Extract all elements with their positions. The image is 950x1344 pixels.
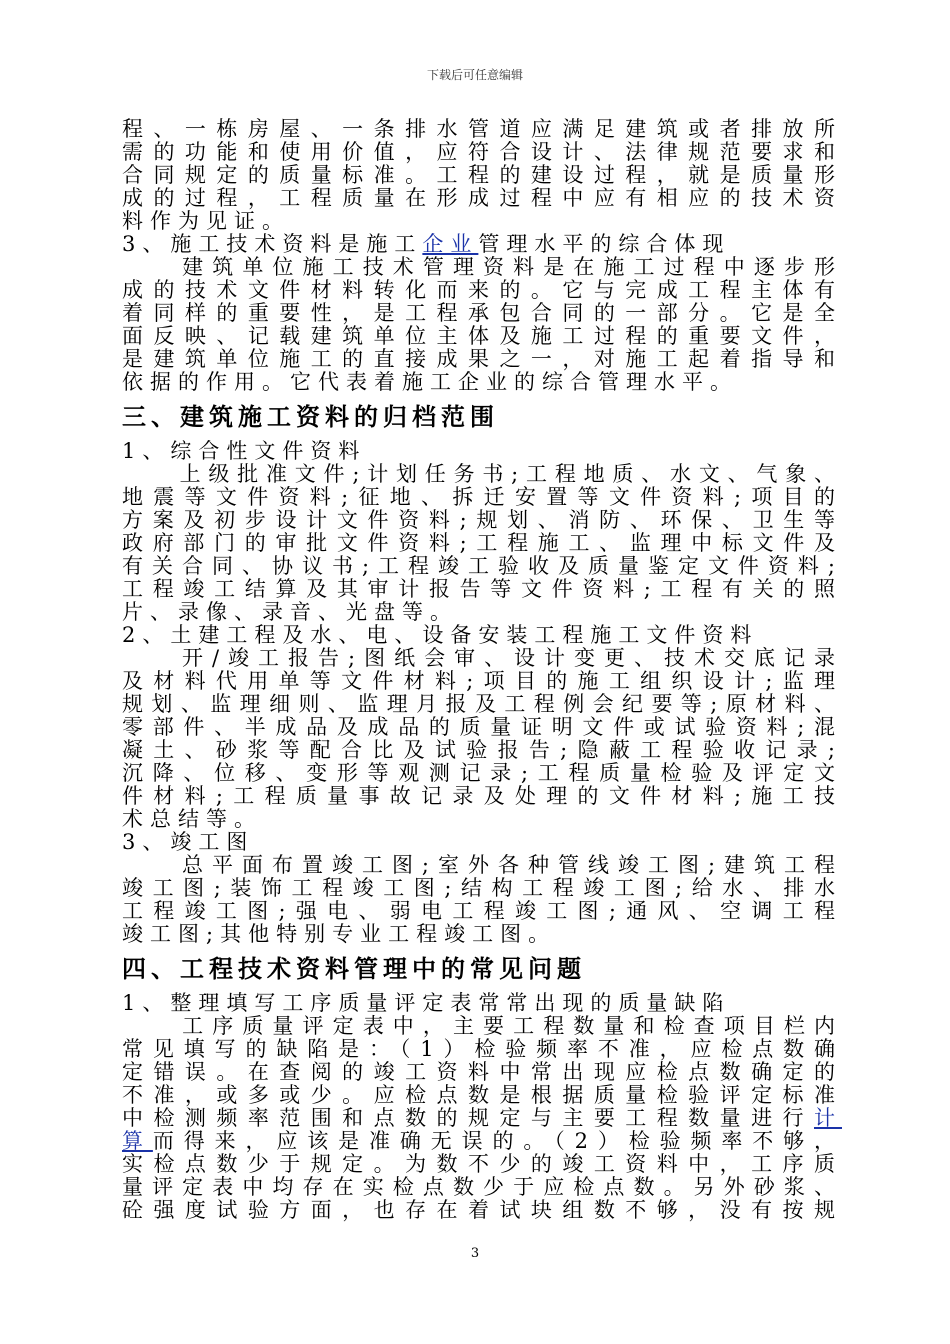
text-line	[122, 325, 842, 348]
text-segment: 术总结等。	[122, 807, 262, 831]
text-segment: 规划、监理细则、监理月报及工程例会纪要等;原材料、	[122, 692, 842, 716]
text-segment: 需的功能和使用价值，应符合设计、法律规范要求和	[122, 140, 842, 164]
text-segment: 零部件、半成品及成品的质量证明文件或试验资料;混	[122, 715, 842, 739]
document-body	[122, 118, 842, 1222]
text-line	[122, 279, 842, 302]
text-line	[122, 486, 842, 509]
text-segment: 中检测频率范围和点数的规定与主要工程数量进行	[122, 1106, 814, 1130]
text-line	[122, 1015, 842, 1038]
text-segment: 件材料;工程质量事故记录及处理的文件材料;施工技	[122, 784, 842, 808]
text-segment: 3、竣工图	[122, 830, 255, 854]
text-segment: 沉降、位移、变形等观测记录;工程质量检验及评定文	[122, 761, 842, 785]
hyperlink[interactable]: 计	[814, 1106, 842, 1130]
text-line	[122, 164, 842, 187]
text-line	[122, 1199, 842, 1222]
text-line	[122, 693, 842, 716]
text-segment: 程、一栋房屋、一条排水管道应满足建筑或者排放所	[122, 117, 842, 141]
text-line	[122, 233, 842, 256]
text-segment: 开/竣工报告;图纸会审、设计变更、技术交底记录	[122, 646, 842, 670]
text-segment: 凝土、砂浆等配合比及试验报告;隐蔽工程验收记录;	[122, 738, 842, 762]
text-line	[122, 877, 842, 900]
text-segment: 方案及初步设计文件资料;规划、消防、环保、卫生等	[122, 508, 842, 532]
text-segment: 2、土建工程及水、电、设备安装工程施工文件资料	[122, 623, 759, 647]
text-segment: 地震等文件资料;征地、拆迁安置等文件资料;项目的	[122, 485, 842, 509]
text-segment: 总平面布置竣工图;室外各种管线竣工图;建筑工程	[122, 853, 842, 877]
text-line	[122, 992, 842, 1015]
text-segment: 竣工图;其他特别专业工程竣工图。	[122, 922, 557, 946]
text-line	[122, 624, 842, 647]
text-segment: 竣工图;装饰工程竣工图;结构工程竣工图;给水、排水	[122, 876, 842, 900]
text-segment: 成的过程，工程质量在形成过程中应有相应的技术资	[122, 186, 842, 210]
text-segment: 上级批准文件;计划任务书;工程地质、水文、气象、	[122, 462, 842, 486]
text-line	[122, 118, 842, 141]
text-segment: 合同规定的质量标准。工程的建设过程，就是质量形	[122, 163, 842, 187]
text-line	[122, 463, 842, 486]
text-segment: 面反映、记载建筑单位主体及施工过程的重要文件，	[122, 324, 842, 348]
text-line	[122, 210, 842, 233]
text-line	[122, 647, 842, 670]
text-line	[122, 532, 842, 555]
text-segment: 是建筑单位施工的直接成果之一，对施工起着指导和	[122, 347, 842, 371]
text-segment: 3、施工技术资料是施工	[122, 232, 423, 256]
text-line	[122, 1153, 842, 1176]
text-segment: 依据的作用。它代表着施工企业的综合管理水平。	[122, 370, 738, 394]
text-line	[122, 1061, 842, 1084]
text-segment: 工程竣工结算及其审计报告等文件资料;工程有关的照	[122, 577, 842, 601]
text-line	[122, 762, 842, 785]
text-segment: 三、建筑施工资料的归档范围	[122, 402, 499, 431]
text-segment: 着同样的重要性，是工程承包合同的一部分。它是全	[122, 301, 842, 325]
section-heading	[122, 394, 842, 440]
text-line	[122, 739, 842, 762]
section-heading	[122, 946, 842, 992]
text-segment: 定错误。在查阅的竣工资料中常出现应检点数确定的	[122, 1060, 842, 1084]
text-line	[122, 831, 842, 854]
text-segment: 管理水平的综合体现	[478, 232, 731, 256]
text-segment: 政府部门的审批文件资料;工程施工、监理中标文件及	[122, 531, 842, 555]
text-line	[122, 187, 842, 210]
text-segment: 片、录像、录音、光盘等。	[122, 600, 458, 624]
text-line	[122, 716, 842, 739]
text-segment: 而得来，应该是准确无误的。（2）检验频率不够，	[152, 1129, 843, 1153]
text-segment: 四、工程技术资料管理中的常见问题	[122, 954, 586, 983]
text-line	[122, 1084, 842, 1107]
text-segment: 工程竣工图;强电、弱电工程竣工图;通风、空调工程	[122, 899, 842, 923]
text-segment: 1、综合性文件资料	[122, 439, 367, 463]
text-segment: 不准，或多或少。应检点数是根据质量检验评定标准	[122, 1083, 842, 1107]
text-segment: 砼强度试验方面，也存在着试块组数不够，没有按规	[122, 1198, 842, 1222]
text-line	[122, 785, 842, 808]
text-segment: 料作为见证。	[122, 209, 290, 233]
text-segment: 常见填写的缺陷是：（1）检验频率不准，应检点数确	[122, 1037, 842, 1061]
text-line	[122, 601, 842, 624]
text-line	[122, 302, 842, 325]
text-line	[122, 854, 842, 877]
text-line	[122, 808, 842, 831]
text-segment: 成的技术文件材料转化而来的。它与完成工程主体有	[122, 278, 842, 302]
text-segment: 量评定表中均存在实检点数少于应检点数。另外砂浆、	[122, 1175, 842, 1199]
text-line	[122, 670, 842, 693]
text-line	[122, 371, 842, 394]
text-line	[122, 1038, 842, 1061]
text-line	[122, 900, 842, 923]
text-line	[122, 1176, 842, 1199]
text-segment: 工序质量评定表中，主要工程数量和检查项目栏内	[122, 1014, 842, 1038]
page-header: 下载后可任意编辑	[426, 68, 523, 82]
hyperlink[interactable]: 算	[122, 1129, 153, 1153]
text-line	[122, 923, 842, 946]
text-segment: 及材料代用单等文件材料;项目的施工组织设计;监理	[122, 669, 842, 693]
text-segment: 实检点数少于规定。为数不少的竣工资料中，工序质	[122, 1152, 842, 1176]
text-line	[122, 1107, 842, 1130]
text-line	[122, 440, 842, 463]
text-line	[122, 348, 842, 371]
text-line	[122, 141, 842, 164]
text-segment: 有关合同、协议书;工程竣工验收及质量鉴定文件资料;	[122, 554, 842, 578]
hyperlink[interactable]: 企业	[422, 232, 479, 256]
text-line	[122, 256, 842, 279]
text-line	[122, 578, 842, 601]
text-segment: 1、整理填写工序质量评定表常常出现的质量缺陷	[122, 991, 731, 1015]
page-number: 3	[470, 1246, 480, 1261]
text-segment: 建筑单位施工技术管理资料是在施工过程中逐步形	[122, 255, 842, 279]
text-line	[122, 509, 842, 532]
text-line	[122, 1130, 842, 1153]
text-line	[122, 555, 842, 578]
